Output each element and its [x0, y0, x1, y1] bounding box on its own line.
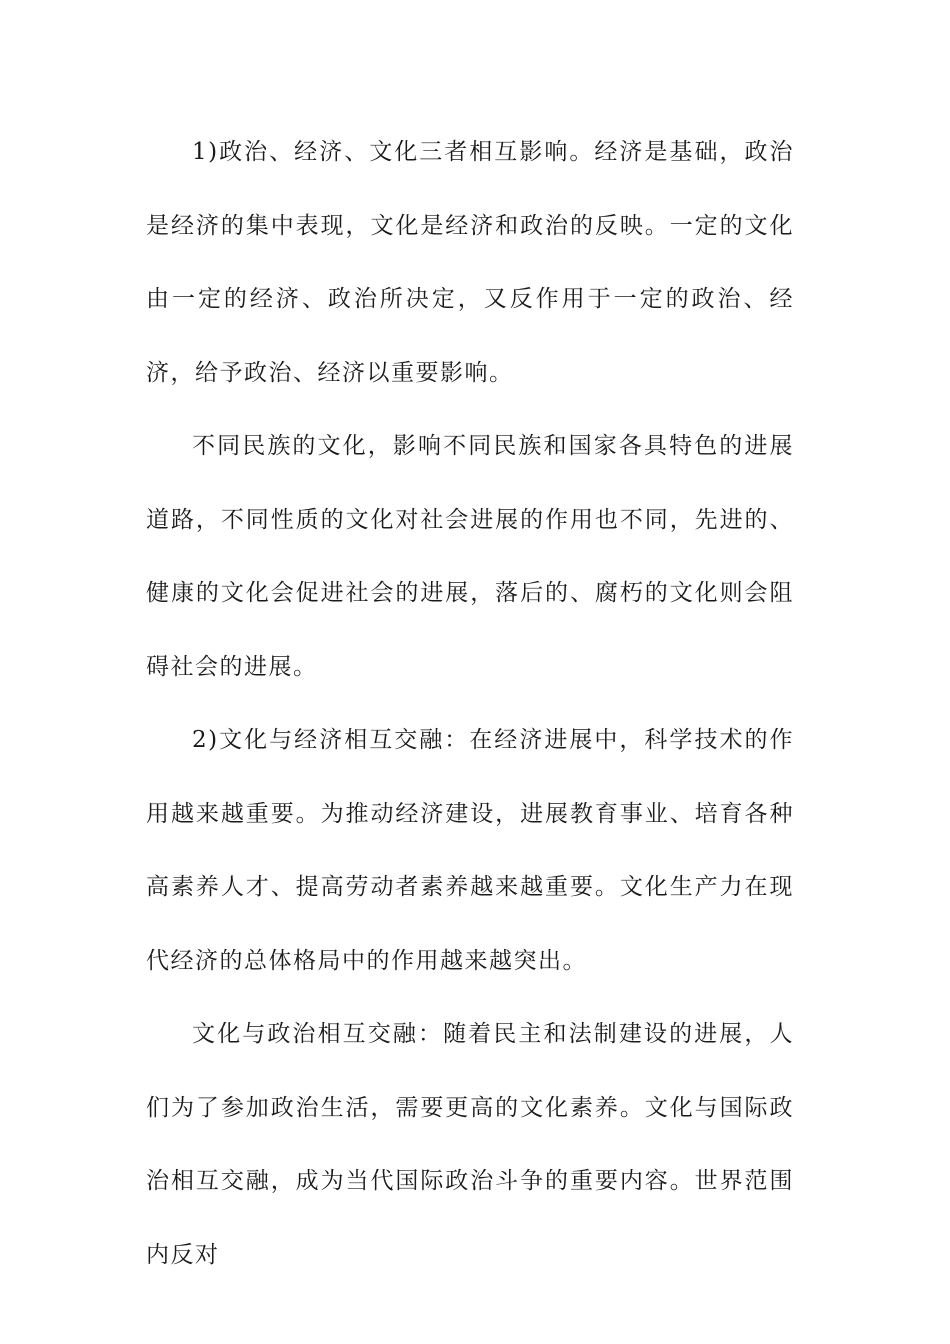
paragraph-4: 文化与政治相互交融：随着民主和法制建设的进展，人们为了参加政治生活，需要更高的文化素养。文化与国际政治相互交融，成为当代国际政治斗争的重要内容。世界范围内反对 — [146, 1021, 794, 1268]
paragraph-1: 1)政治、经济、文化三者相互影响。经济是基础，政治是经济的集中表现，文化是经济和政治的反映。一定的文化由一定的经济、政治所决定，又反作用于一定的政治、经济，给予政治、经济以重要影响。 — [146, 139, 794, 386]
paragraph-3: 2)文化与经济相互交融：在经济进展中，科学技术的作用越来越重要。为推动经济建设，进展教育事业、培育各种高素养人才、提高劳动者素养越来越重要。文化生产力在现代经济的总体格局中的作用越来越突出。 — [146, 727, 794, 974]
document-body — [146, 116, 794, 1292]
paragraph-2: 不同民族的文化，影响不同民族和国家各具特色的进展道路，不同性质的文化对社会进展的作用也不同，先进的、健康的文化会促进社会的进展，落后的、腐朽的文化则会阻碍社会的进展。 — [146, 433, 794, 680]
